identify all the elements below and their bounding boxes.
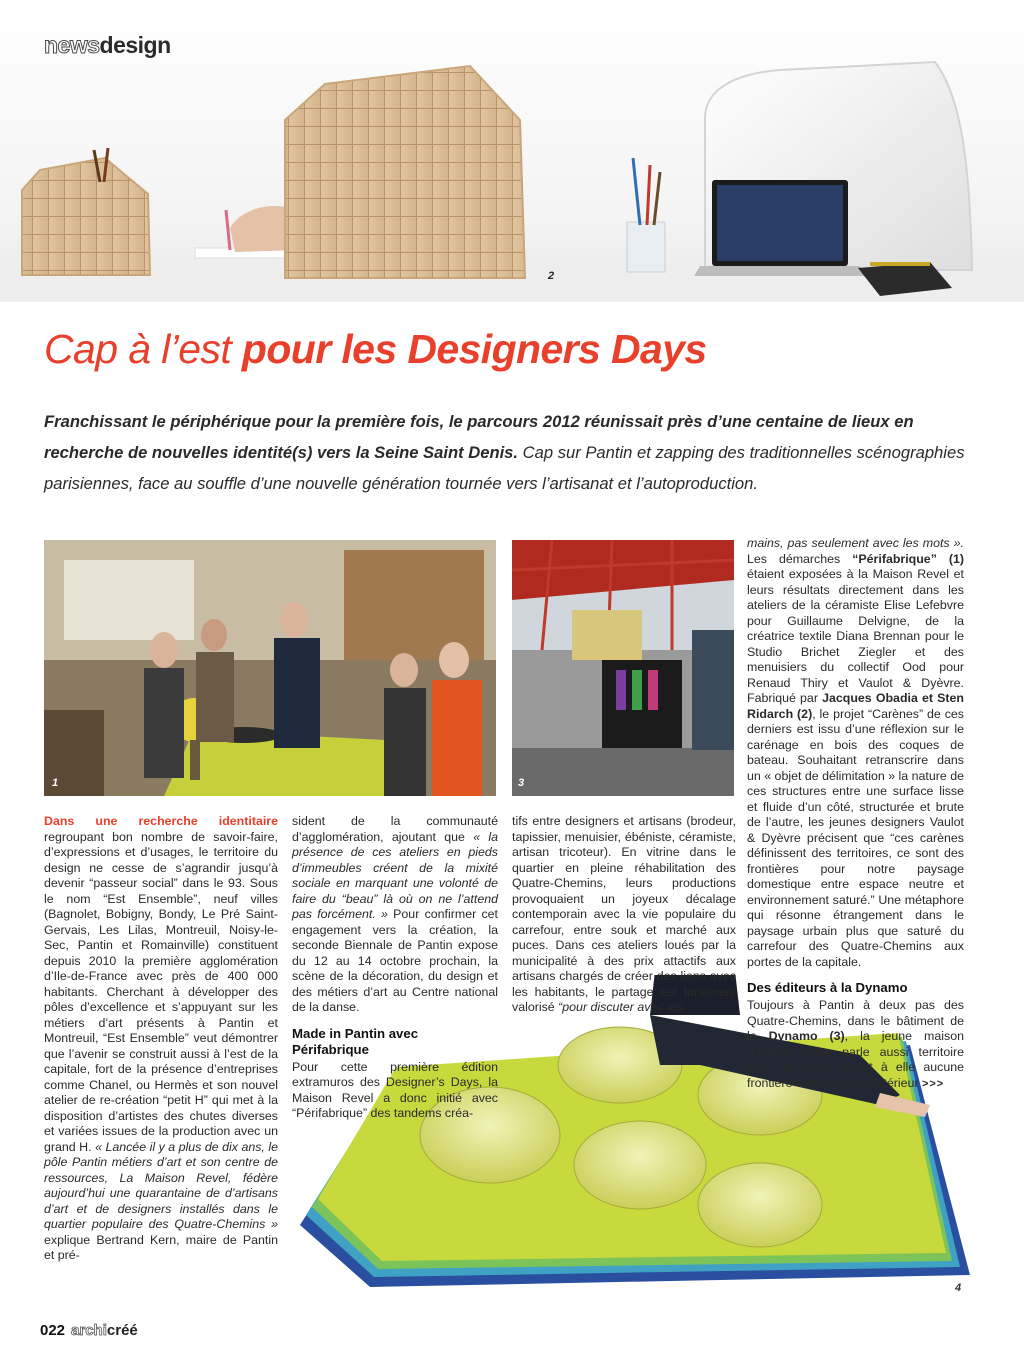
column-2 — [292, 814, 498, 1122]
page-footer — [40, 1322, 138, 1339]
photo-dynamo — [512, 540, 734, 796]
col2-quote: « la présence de ces ateliers en pieds d’immeubles créent de la mixité sociale en marquant une volonté de faire du “beau” là où on ne l’attend pas forcément. » — [292, 829, 498, 921]
column-3 — [512, 814, 736, 1016]
svg-text:1: 1 — [52, 777, 59, 789]
col4-paragraph-2 — [747, 998, 964, 1092]
col4-text-d: Toujours à Pantin à deux pas des Quatre-Chemins, dans le bâtiment de la — [747, 998, 964, 1043]
col1-lead-in: Dans une recherche identitaire — [44, 814, 278, 828]
col4-text-e: , la jeune maison d’édition Oxyo parle aussi territoire pour ne tracer quant à elle aucune frontière entre objets d’intérieur — [747, 1029, 964, 1090]
column-4 — [747, 536, 964, 1092]
rubric-news: news — [44, 32, 100, 58]
col1-paragraph — [44, 814, 278, 1264]
col4-dynamo: Dynamo (3) — [768, 1029, 845, 1043]
col2-text-2: Pour confirmer cet engagement vers la création, la seconde Biennale de Pantin expose du 12 au 14 octobre prochain, la scène de la décoration, du design et des métiers d’art au Centre national de la danse. — [292, 907, 498, 1014]
lead-bold: Franchissant le périphérique pour la première fois, le parcours 2012 réunissait près d’une centaine de lieux en recherche de nouvelles identité(s) vers la Seine Saint Denis. — [44, 412, 914, 462]
headline-bold: pour les Designers Days — [241, 326, 707, 372]
page-number: 022 — [40, 1322, 66, 1339]
col3-paragraph — [512, 814, 736, 1016]
brand-archi: archi — [71, 1322, 107, 1339]
col2-paragraph-2: Pour cette première édition extramuros des Designer’s Days, la Maison Revel a donc initié avec “Périfabrique” des tandems créa- — [292, 1059, 498, 1120]
col4-paragraph-1 — [747, 536, 964, 970]
column-1 — [44, 814, 278, 1264]
heading-made-in-pantin: Made in Pantin avec Périfabrique — [292, 1025, 419, 1057]
article-headline — [44, 326, 1004, 373]
col3-quote: “pour discuter avec les — [558, 1000, 683, 1014]
col4-text-b: étaient exposées à la Maison Revel et leurs résultats directement dans les ateliers de la céramiste Elise Lefebvre pour Guillaume Delvigne, de la créatrice textile Diana Brennan pour le Studio Brichet Ziegler et des menuisiers du collectif Ood pour Renaud Thiry et Vaulot & Dyèvre. Fabriqué par — [747, 567, 964, 705]
svg-text:4: 4 — [955, 1282, 962, 1294]
col2-text: sident de la communauté d’agglomération, ajoutant que — [292, 814, 498, 844]
article-lead — [44, 406, 989, 499]
rubric-design: design — [99, 32, 171, 58]
svg-text:3: 3 — [518, 777, 525, 789]
col4-designers: Jacques Obadia et Sten Ridarch (2) — [747, 691, 964, 721]
continue-arrows: >>> — [921, 1077, 945, 1090]
col4-perifabrique: “Périfabrique” (1) — [852, 551, 964, 566]
col2-paragraph-1 — [292, 814, 498, 1016]
col4-text-c: , le projet “Carènes” de ces derniers est issu d’une réflexion sur le carénage en bois des coques de bateau. Souhaitant retranscrire dans un « objet de délimitation » la nature de ces structures entre une surface lisse et fluide d’un côté, structurée et brute de l’autre, les jeunes designers Vaulot & Dyèvre précisent que “ces carènes définissent des territoires, ce sont des frontières pour notre paysage domestique entre espace neutre et environnement saturé.” Une métaphore qui résonne étrangement dans le paysage urbain plus que saturé du carrefour des Quatre-Chemins aux portes de la capitale. — [747, 706, 965, 969]
col1-tail: explique Bertrand Kern, maire de Pantin et pré- — [44, 1232, 278, 1262]
col4-quote: mains, pas seulement avec les mots ». — [747, 536, 964, 550]
section-rubric — [44, 32, 171, 59]
lead-rest: Cap sur Pantin et zapping des traditionnelles scénographies parisiennes, face au souffle d’une nouvelle génération tournée vers l’artisanat et l’autoproduction. — [44, 443, 965, 493]
heading-dynamo: Des éditeurs à la Dynamo — [747, 980, 908, 995]
svg-text:2: 2 — [548, 270, 555, 282]
col1-quote: « Lancée il y a plus de dix ans, le pôle Pantin métiers d’art et son centre de ressources, La Maison Revel, fédère aujourd’hui une quarantaine de d’artisans d’art et de designers installés dans le quartier populaire des Quatre-Chemins » — [44, 1139, 278, 1231]
col1-text: regroupant bon nombre de savoir-faire, d’expressions et d’usages, le territoire du design ne cesse de s’agrandir jusqu’à devenir “passeur social” dans le 93. Sous le nom “Est Ensemble”, neuf villes (Bagnolet, Bobigny, Bondy, Le Pré Saint-Gervais, Les Lilas, Montreuil, Noisy-le-Sec, Pantin et Romainville) constituent depuis 2010 la première agglomération d’Ile-de-France avec près de 400 000 habitants. Cherchant à développer des pôles d’excellence et s’appuyant sur les métiers d’art présents à Pantin et Montreuil, “Est Ensemble” veut démontrer que l’avenir se construit aussi à l’est de la capitale, fort de la présence d’entreprises comme Chanel, ou Hermès et son nouvel atelier de re-création “petit H” qui met à la disposition d’artistes des chutes diverses et variées issues de la production avec un grand H. — [44, 829, 278, 1154]
col4-text-a: Les démarches — [747, 551, 853, 566]
col3-text: tifs entre designers et artisans (brodeur, tapissier, menuisier, ébéniste, céramiste, artisan tricoteur). En vitrine dans le quartier en pleine réhabilitation des Quatre-Chemins, leurs productions provoquaient un joyeux décalage contemporain avec la vie populaire du carrefour, entre souk et marché aux puces. Dans ces ateliers loués par la municipalité à des prix attactifs aux artisans chargés de créer des liens avec les habitants, le partage est fortement valorisé — [512, 814, 736, 1014]
brand-cree: créé — [106, 1322, 138, 1339]
headline-light: Cap à l’est — [44, 326, 242, 372]
photo-workshop — [44, 540, 496, 796]
